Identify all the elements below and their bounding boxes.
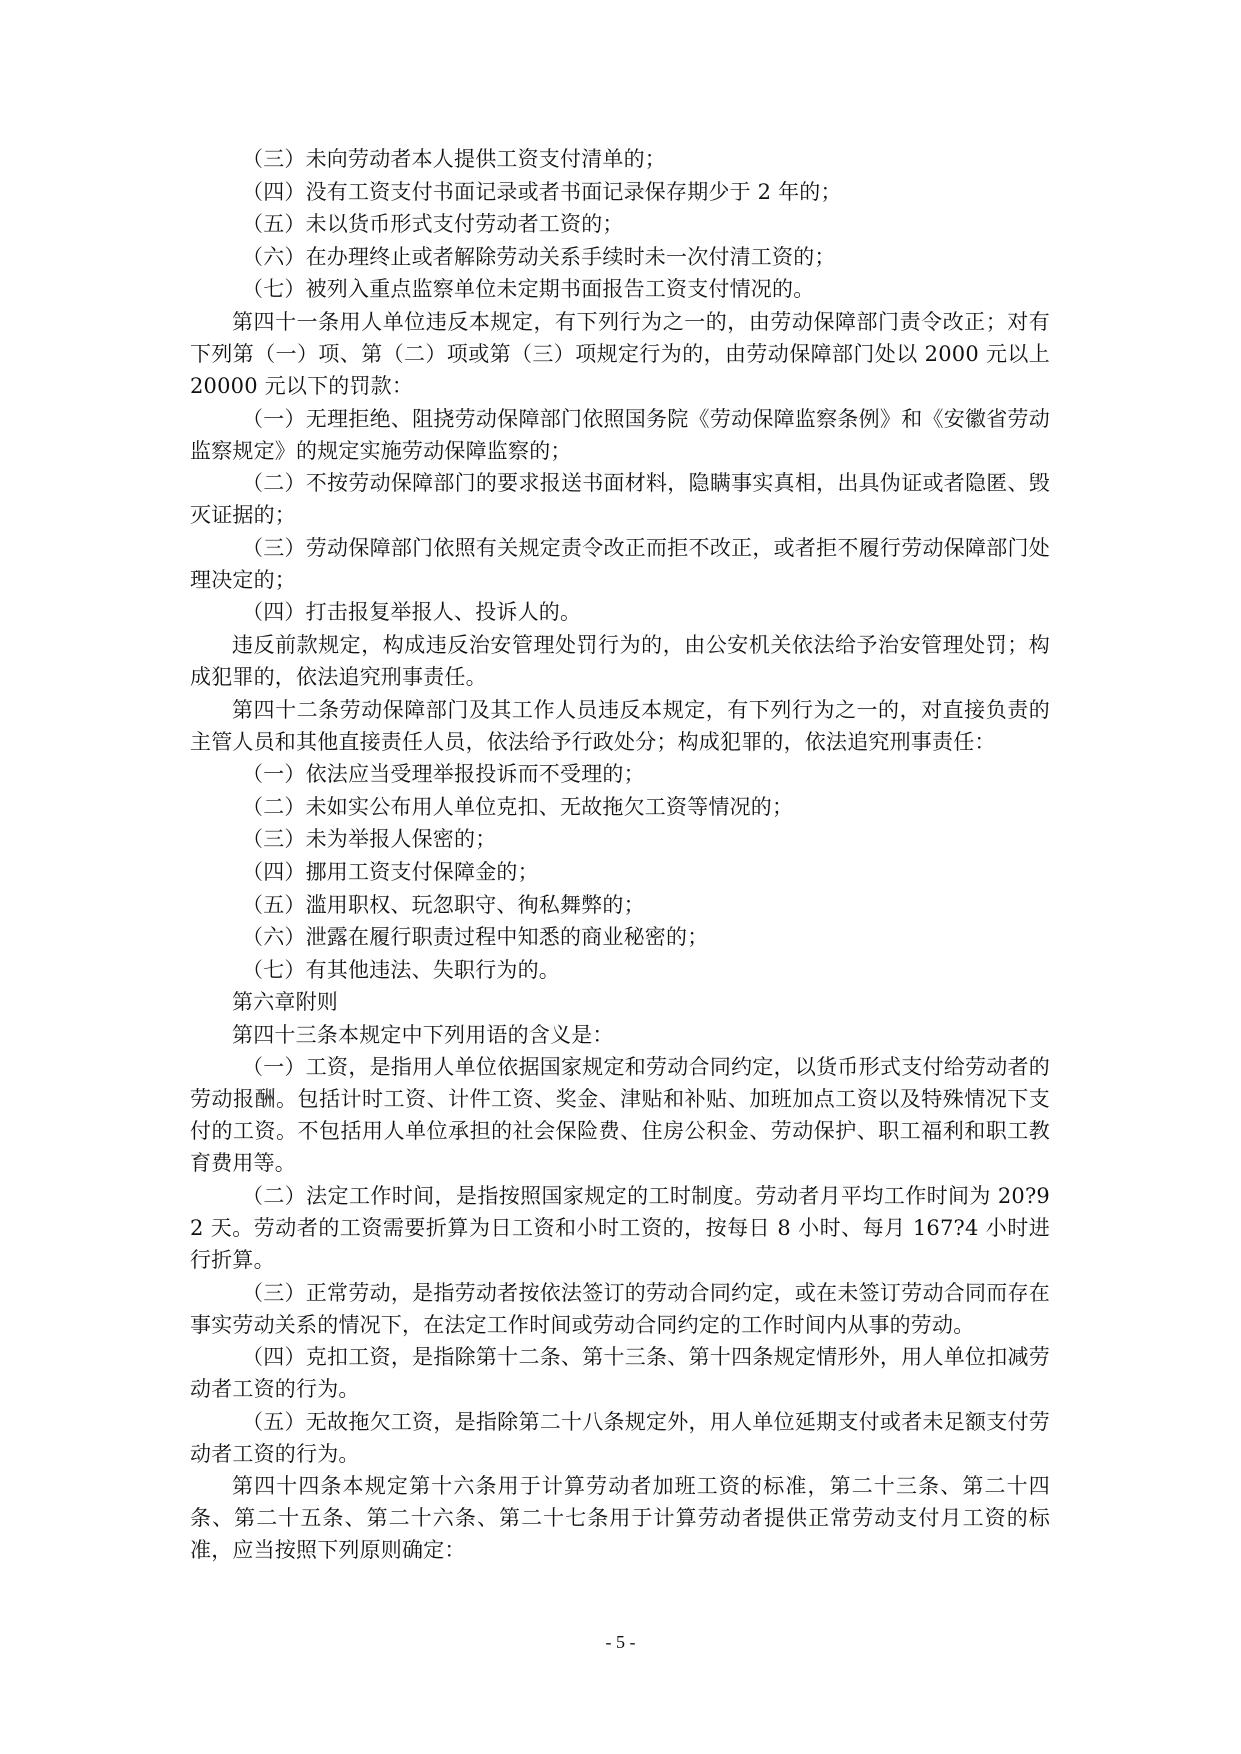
list-item-paragraph: （五）未以货币形式支付劳动者工资的； xyxy=(242,212,624,237)
body-paragraph: 第四十三条本规定中下列用语的含义是： xyxy=(232,1022,614,1047)
list-item-paragraph: （一）依法应当受理举报投诉而不受理的； xyxy=(242,762,645,787)
list-item-paragraph: （三）劳动保障部门依照有关规定责令改正而拒不改正，或者拒不履行劳动保障部门处理决定的； xyxy=(190,535,1050,592)
list-item-paragraph: （六）在办理终止或者解除劳动关系手续时未一次付清工资的； xyxy=(242,244,836,269)
list-item-paragraph: （二）不按劳动保障部门的要求报送书面材料，隐瞒事实真相，出具伪证或者隐匿、毁灭证据的； xyxy=(190,471,1050,528)
list-item-paragraph: （三）未为举报人保密的； xyxy=(242,827,497,852)
list-item-paragraph: （一）无理拒绝、阻挠劳动保障部门依照国务院《劳动保障监察条例》和《安徽省劳动监察规定》的规定实施劳动保障监察的； xyxy=(190,406,1050,463)
list-item-paragraph: （四）克扣工资，是指除第十二条、第十三条、第十四条规定情形外，用人单位扣减劳动者工资的行为。 xyxy=(190,1345,1050,1402)
document-body xyxy=(190,143,1050,1567)
list-item-paragraph: （三）正常劳动，是指劳动者按依法签订的劳动合同约定，或在未签订劳动合同而存在事实劳动关系的情况下，在法定工作时间或劳动合同约定的工作时间内从事的劳动。 xyxy=(190,1280,1050,1337)
list-item-paragraph: （五）滥用职权、玩忽职守、徇私舞弊的； xyxy=(242,892,645,917)
page-number: - 5 - xyxy=(605,1632,636,1652)
list-item-paragraph: （四）没有工资支付书面记录或者书面记录保存期少于 2 年的； xyxy=(242,179,842,204)
list-item-paragraph: （七）有其他违法、失职行为的。 xyxy=(242,957,560,982)
list-item-paragraph: （七）被列入重点监察单位未定期书面报告工资支付情况的。 xyxy=(242,277,815,302)
body-paragraph: 违反前款规定，构成违反治安管理处罚行为的，由公安机关依法给予治安管理处罚；构成犯罪的，依法追究刑事责任。 xyxy=(190,632,1050,689)
body-paragraph: 第四十二条劳动保障部门及其工作人员违反本规定，有下列行为之一的，对直接负责的主管人员和其他直接责任人员，依法给予行政处分；构成犯罪的，依法追究刑事责任： xyxy=(190,697,1050,754)
list-item-paragraph: （二）未如实公布用人单位克扣、无故拖欠工资等情况的； xyxy=(242,794,794,819)
list-item-paragraph: （五）无故拖欠工资，是指除第二十八条规定外，用人单位延期支付或者未足额支付劳动者工资的行为。 xyxy=(190,1409,1050,1466)
list-item-paragraph: （四）挪用工资支付保障金的； xyxy=(242,859,539,884)
body-paragraph: 第六章附则 xyxy=(232,990,338,1015)
list-item-paragraph: （六）泄露在履行职责过程中知悉的商业秘密的； xyxy=(242,925,709,950)
body-paragraph: 第四十一条用人单位违反本规定，有下列行为之一的，由劳动保障部门责令改正；对有下列第（一）项、第（二）项或第（三）项规定行为的，由劳动保障部门处以 2000 元以上 20000 元以下的罚款： xyxy=(190,309,1050,398)
list-item-paragraph: （二）法定工作时间，是指按照国家规定的工时制度。劳动者月平均工作时间为 20?92 天。劳动者的工资需要折算为日工资和小时工资的，按每日 8 小时、每月 167?4 小时进行折算。 xyxy=(190,1184,1050,1273)
list-item-paragraph: （一）工资，是指用人单位依据国家规定和劳动合同约定，以货币形式支付给劳动者的劳动报酬。包括计时工资、计件工资、奖金、津贴和补贴、加班加点工资以及特殊情况下支付的工资。不包括用人单位承担的社会保险费、住房公积金、劳动保护、职工福利和职工教育费用等。 xyxy=(190,1055,1050,1176)
body-paragraph: 第四十四条本规定第十六条用于计算劳动者加班工资的标准，第二十三条、第二十四条、第二十五条、第二十六条、第二十七条用于计算劳动者提供正常劳动支付月工资的标准，应当按照下列原则确定： xyxy=(190,1474,1050,1563)
list-item-paragraph: （四）打击报复举报人、投诉人的。 xyxy=(242,600,582,625)
list-item-paragraph: （三）未向劳动者本人提供工资支付清单的； xyxy=(242,147,666,171)
